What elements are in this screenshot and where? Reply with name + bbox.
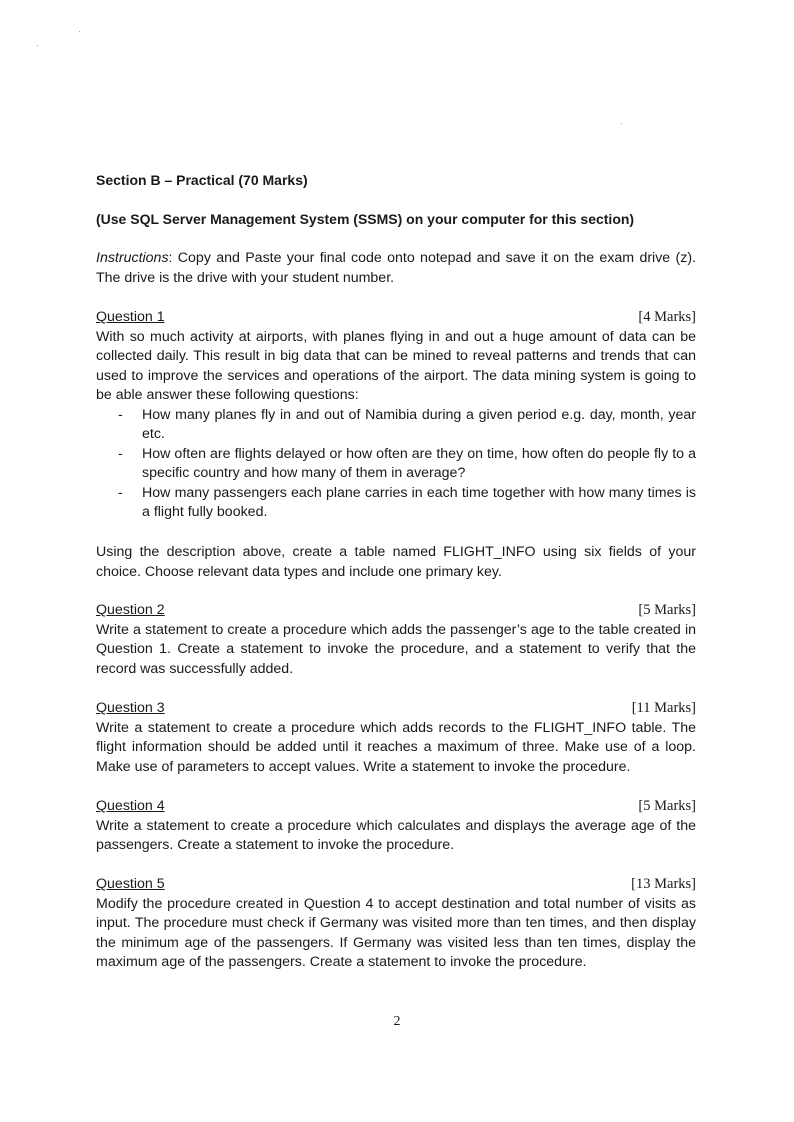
question-title: Question 5 — [96, 876, 165, 892]
bullet-item: - How many planes fly in and out of Namibia during a given period e.g. day, month, year etc. — [96, 406, 696, 445]
question-3 — [96, 699, 696, 777]
question-title: Question 3 — [96, 700, 165, 716]
question-header — [96, 601, 696, 621]
scan-speck: · — [620, 118, 623, 128]
question-marks: [5 Marks] — [638, 602, 696, 618]
question-marks: [11 Marks] — [631, 700, 696, 716]
question-header — [96, 699, 696, 719]
question-title: Question 1 — [96, 309, 165, 325]
instructions-label: Instructions — [96, 250, 169, 266]
scan-speck: · — [78, 26, 81, 36]
question-body: Write a statement to create a procedure which calculates and displays the average age of the passengers. Create a statement to invoke the procedure. — [96, 817, 696, 853]
question-body: With so much activity at airports, with planes flying in and out a huge amount of data can be collected daily. This result in big data that can be mined to reveal patterns and trends that can used to improve the services and operations of the airport. The data mining system is going to be able answer these following questions: — [96, 328, 696, 403]
question-marks: [13 Marks] — [631, 876, 696, 892]
question-bullet-list — [96, 406, 696, 523]
section-heading: Section B – Practical (70 Marks) — [96, 172, 308, 188]
question-body: Modify the procedure created in Question 4 to accept destination and total number of visits as input. The procedure must check if Germany was visited more than ten times, and then display the minimum age of the passengers. If Germany was visited less than ten times, display the maximum age of the passengers. Create a statement to invoke the procedure. — [96, 895, 696, 970]
section-subheading: (Use SQL Server Management System (SSMS) on your computer for this section) — [96, 211, 635, 227]
question-header — [96, 875, 696, 895]
question-title: Question 4 — [96, 798, 165, 814]
question-body: Write a statement to create a procedure which adds records to the FLIGHT_INFO table. The flight information should be added until it reaches a maximum of three. Make use of a loop. Make use of parameters to accept values. Write a statement to invoke the procedure. — [96, 719, 696, 775]
question-title: Question 2 — [96, 602, 165, 618]
question-1 — [96, 308, 696, 523]
instructions-text: : Copy and Paste your final code onto notepad and save it on the exam drive (z). The drive is the drive with your student number. — [96, 250, 696, 286]
question-header — [96, 797, 696, 817]
question-5 — [96, 875, 696, 973]
question-marks: [4 Marks] — [638, 309, 696, 325]
question-4 — [96, 797, 696, 856]
instructions — [96, 249, 696, 288]
bullet-item: - How many passengers each plane carries in each time together with how many times is a flight fully booked. — [96, 484, 696, 523]
question-header — [96, 308, 696, 328]
question-marks: [5 Marks] — [638, 798, 696, 814]
question-body: Write a statement to create a procedure which adds the passenger’s age to the table created in Question 1. Create a statement to invoke the procedure, and a statement to verify that the record was successfully added. — [96, 621, 696, 677]
bullet-item: - How often are flights delayed or how often are they on time, how often do people fly to a specific country and how many of them in average? — [96, 445, 696, 484]
page-number: 2 — [393, 1014, 401, 1029]
question-1-task: Using the description above, create a table named FLIGHT_INFO using six fields of your choice. Choose relevant data types and include one primary key. — [96, 544, 696, 580]
question-2 — [96, 601, 696, 679]
scan-speck: · — [36, 40, 39, 50]
